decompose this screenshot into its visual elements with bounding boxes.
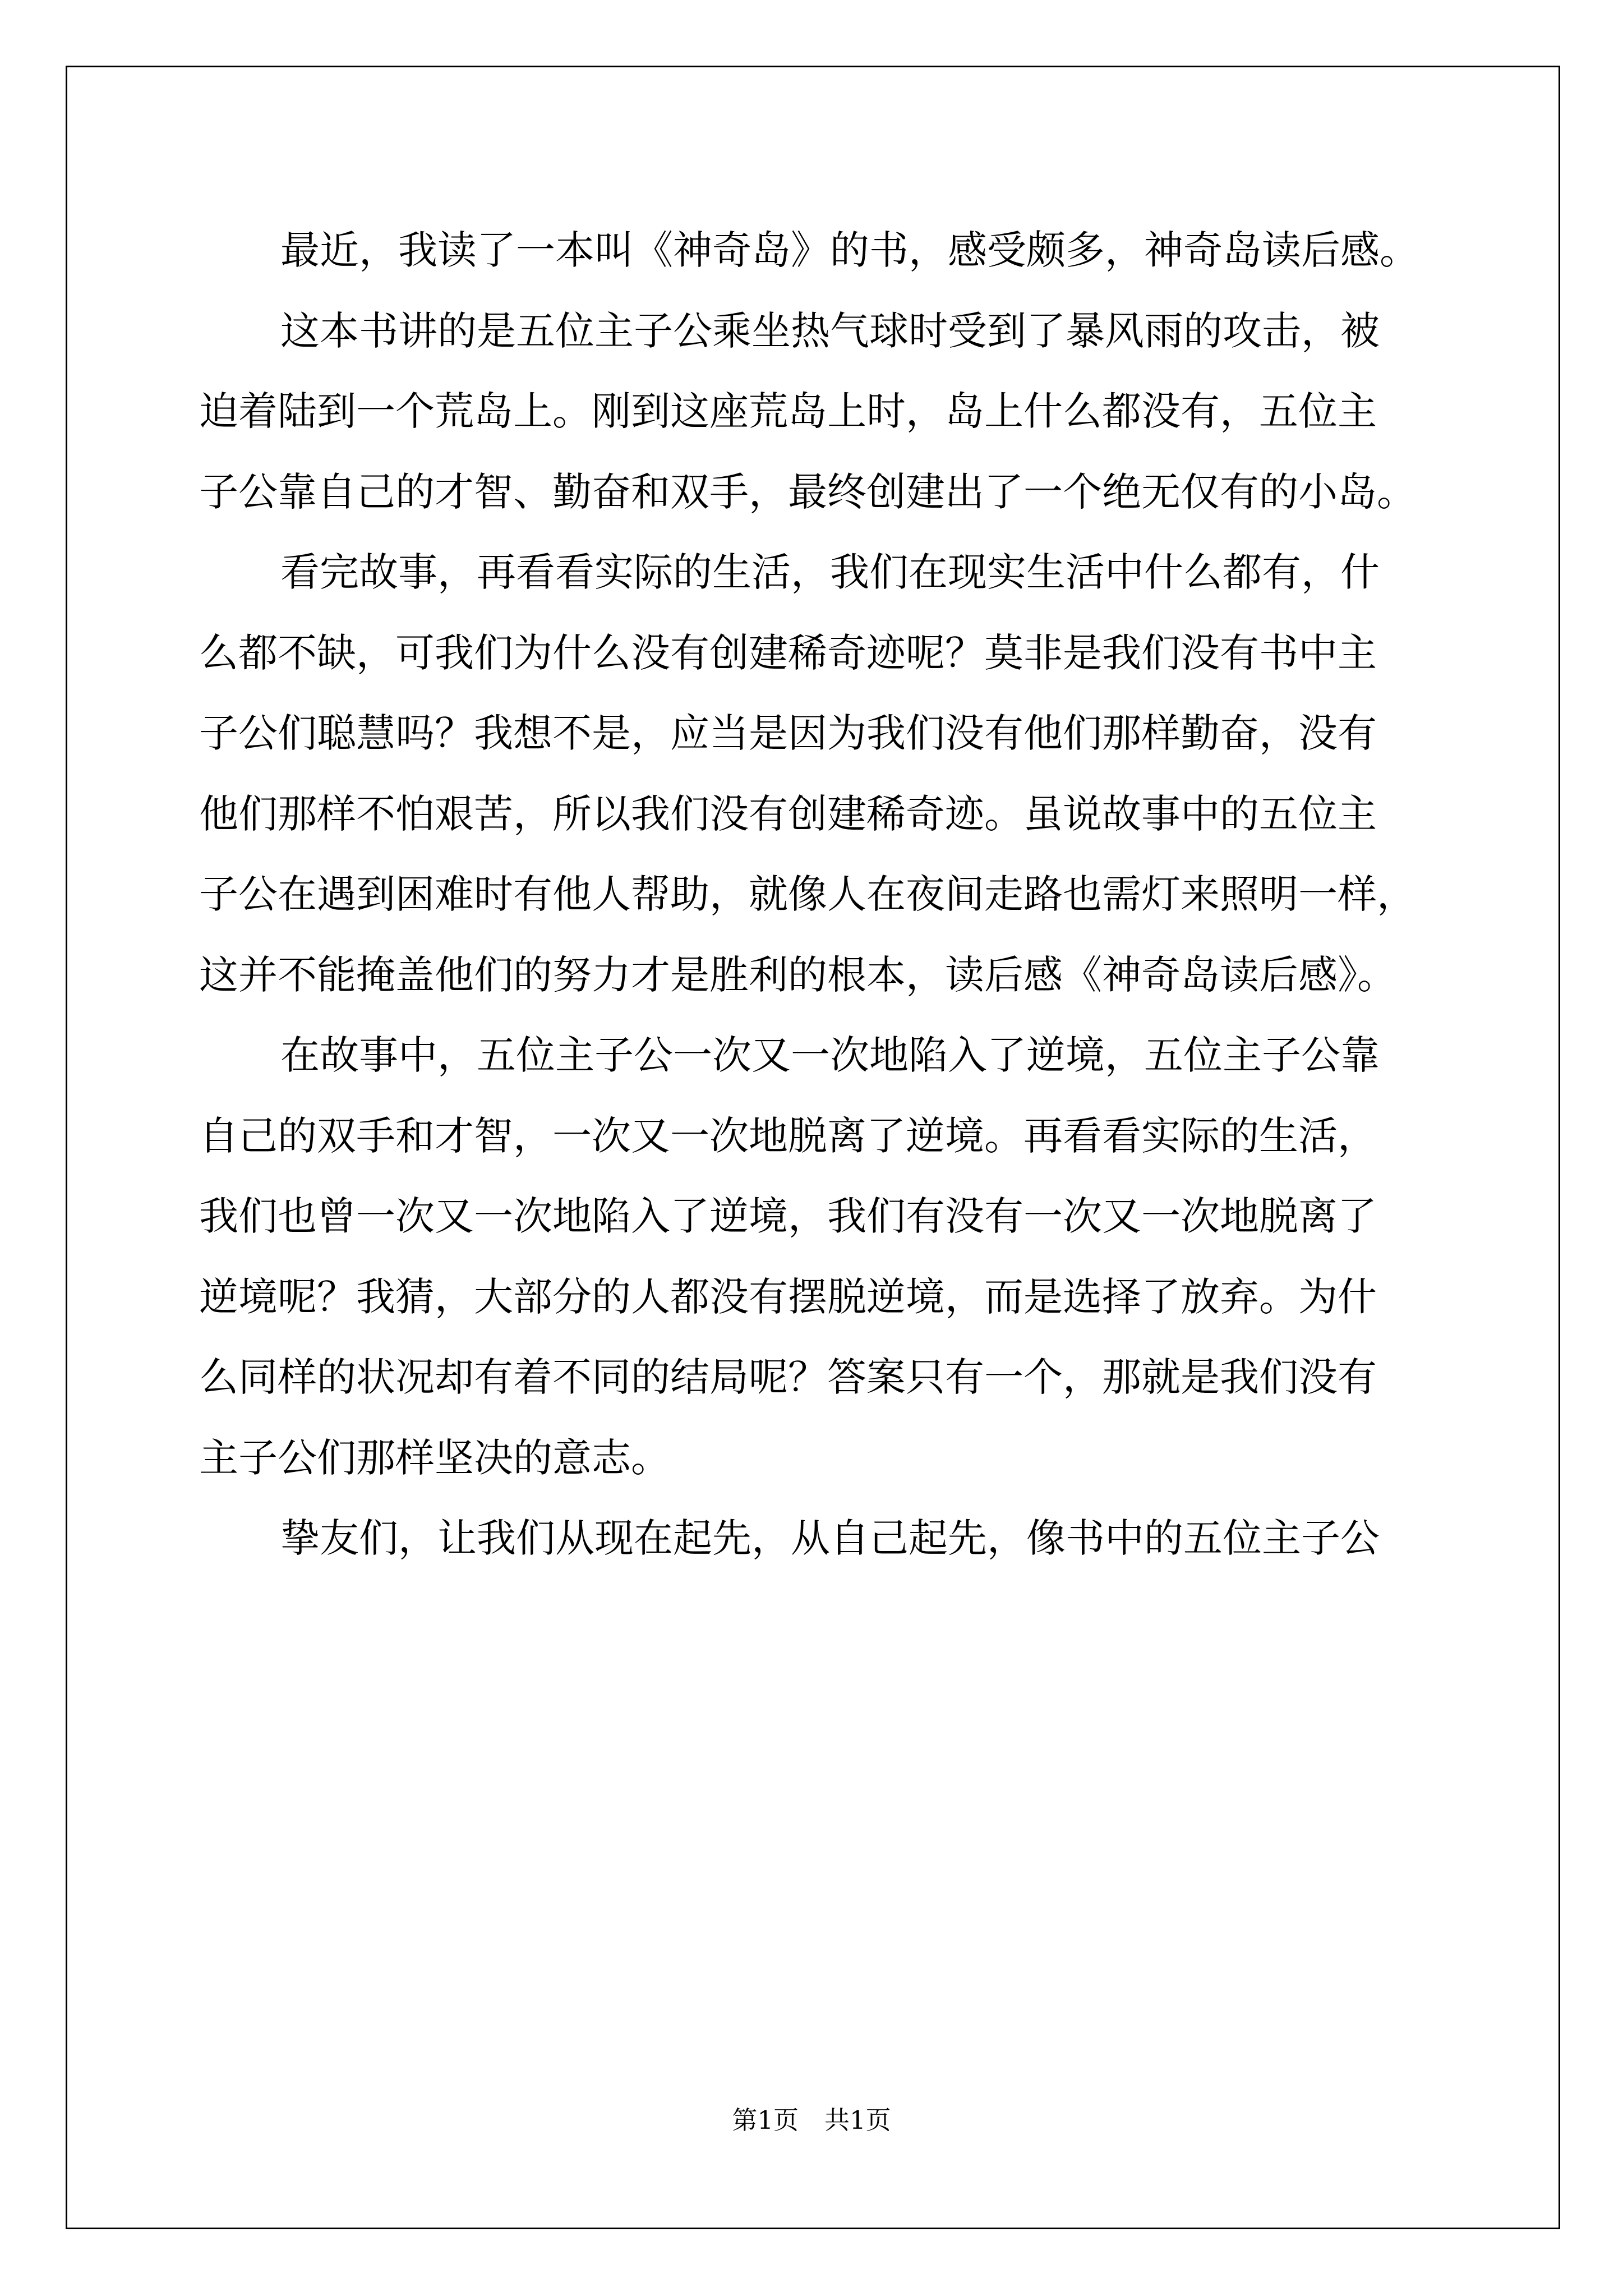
paragraph-line: 么都不缺，可我们为什么没有创建稀奇迹呢？莫非是我们没有书中主 <box>199 629 1377 676</box>
paragraph-line: 逆境呢？我猜，大部分的人都没有摆脱逆境，而是选择了放弃。为什 <box>199 1273 1377 1320</box>
paragraph-line: 他们那样不怕艰苦，所以我们没有创建稀奇迹。虽说故事中的五位主 <box>199 790 1377 837</box>
paragraph-line: 这并不能掩盖他们的努力才是胜利的根本，读后感《神奇岛读后感》。 <box>199 951 1396 998</box>
paragraph-line: 在故事中，五位主子公一次又一次地陷入了逆境，五位主子公靠 <box>280 1032 1380 1078</box>
paragraph-line: 迫着陆到一个荒岛上。刚到这座荒岛上时，岛上什么都没有，五位主 <box>199 388 1377 434</box>
paragraph-line: 最近，我读了一本叫《神奇岛》的书，感受颇多，神奇岛读后感。 <box>280 227 1419 273</box>
paragraph-line: 么同样的状况却有着不同的结局呢？答案只有一个，那就是我们没有 <box>199 1354 1377 1400</box>
paragraph-line: 挚友们，让我们从现在起先，从自己起先，像书中的五位主子公 <box>280 1515 1380 1561</box>
document-body <box>199 210 1427 1579</box>
page-number: 第1页 <box>732 2105 799 2135</box>
page-footer <box>0 2100 1623 2136</box>
paragraph-line: 主子公们那样坚决的意志。 <box>199 1434 670 1481</box>
paragraph-line: 子公在遇到困难时有他人帮助，就像人在夜间走路也需灯来照明一样， <box>199 871 1416 917</box>
paragraph-line: 自己的双手和才智，一次又一次地脱离了逆境。再看看实际的生活， <box>199 1112 1377 1159</box>
paragraph-line: 这本书讲的是五位主子公乘坐热气球时受到了暴风雨的攻击，被 <box>280 307 1380 354</box>
page-total: 共1页 <box>824 2105 891 2135</box>
paragraph-line: 子公们聪慧吗？我想不是，应当是因为我们没有他们那样勤奋，没有 <box>199 710 1377 756</box>
paragraph-line: 子公靠自己的才智、勤奋和双手，最终创建出了一个绝无仅有的小岛。 <box>199 468 1416 515</box>
paragraph-line: 我们也曾一次又一次地陷入了逆境，我们有没有一次又一次地脱离了 <box>199 1193 1377 1239</box>
paragraph-line: 看完故事，再看看实际的生活，我们在现实生活中什么都有，什 <box>280 549 1380 595</box>
